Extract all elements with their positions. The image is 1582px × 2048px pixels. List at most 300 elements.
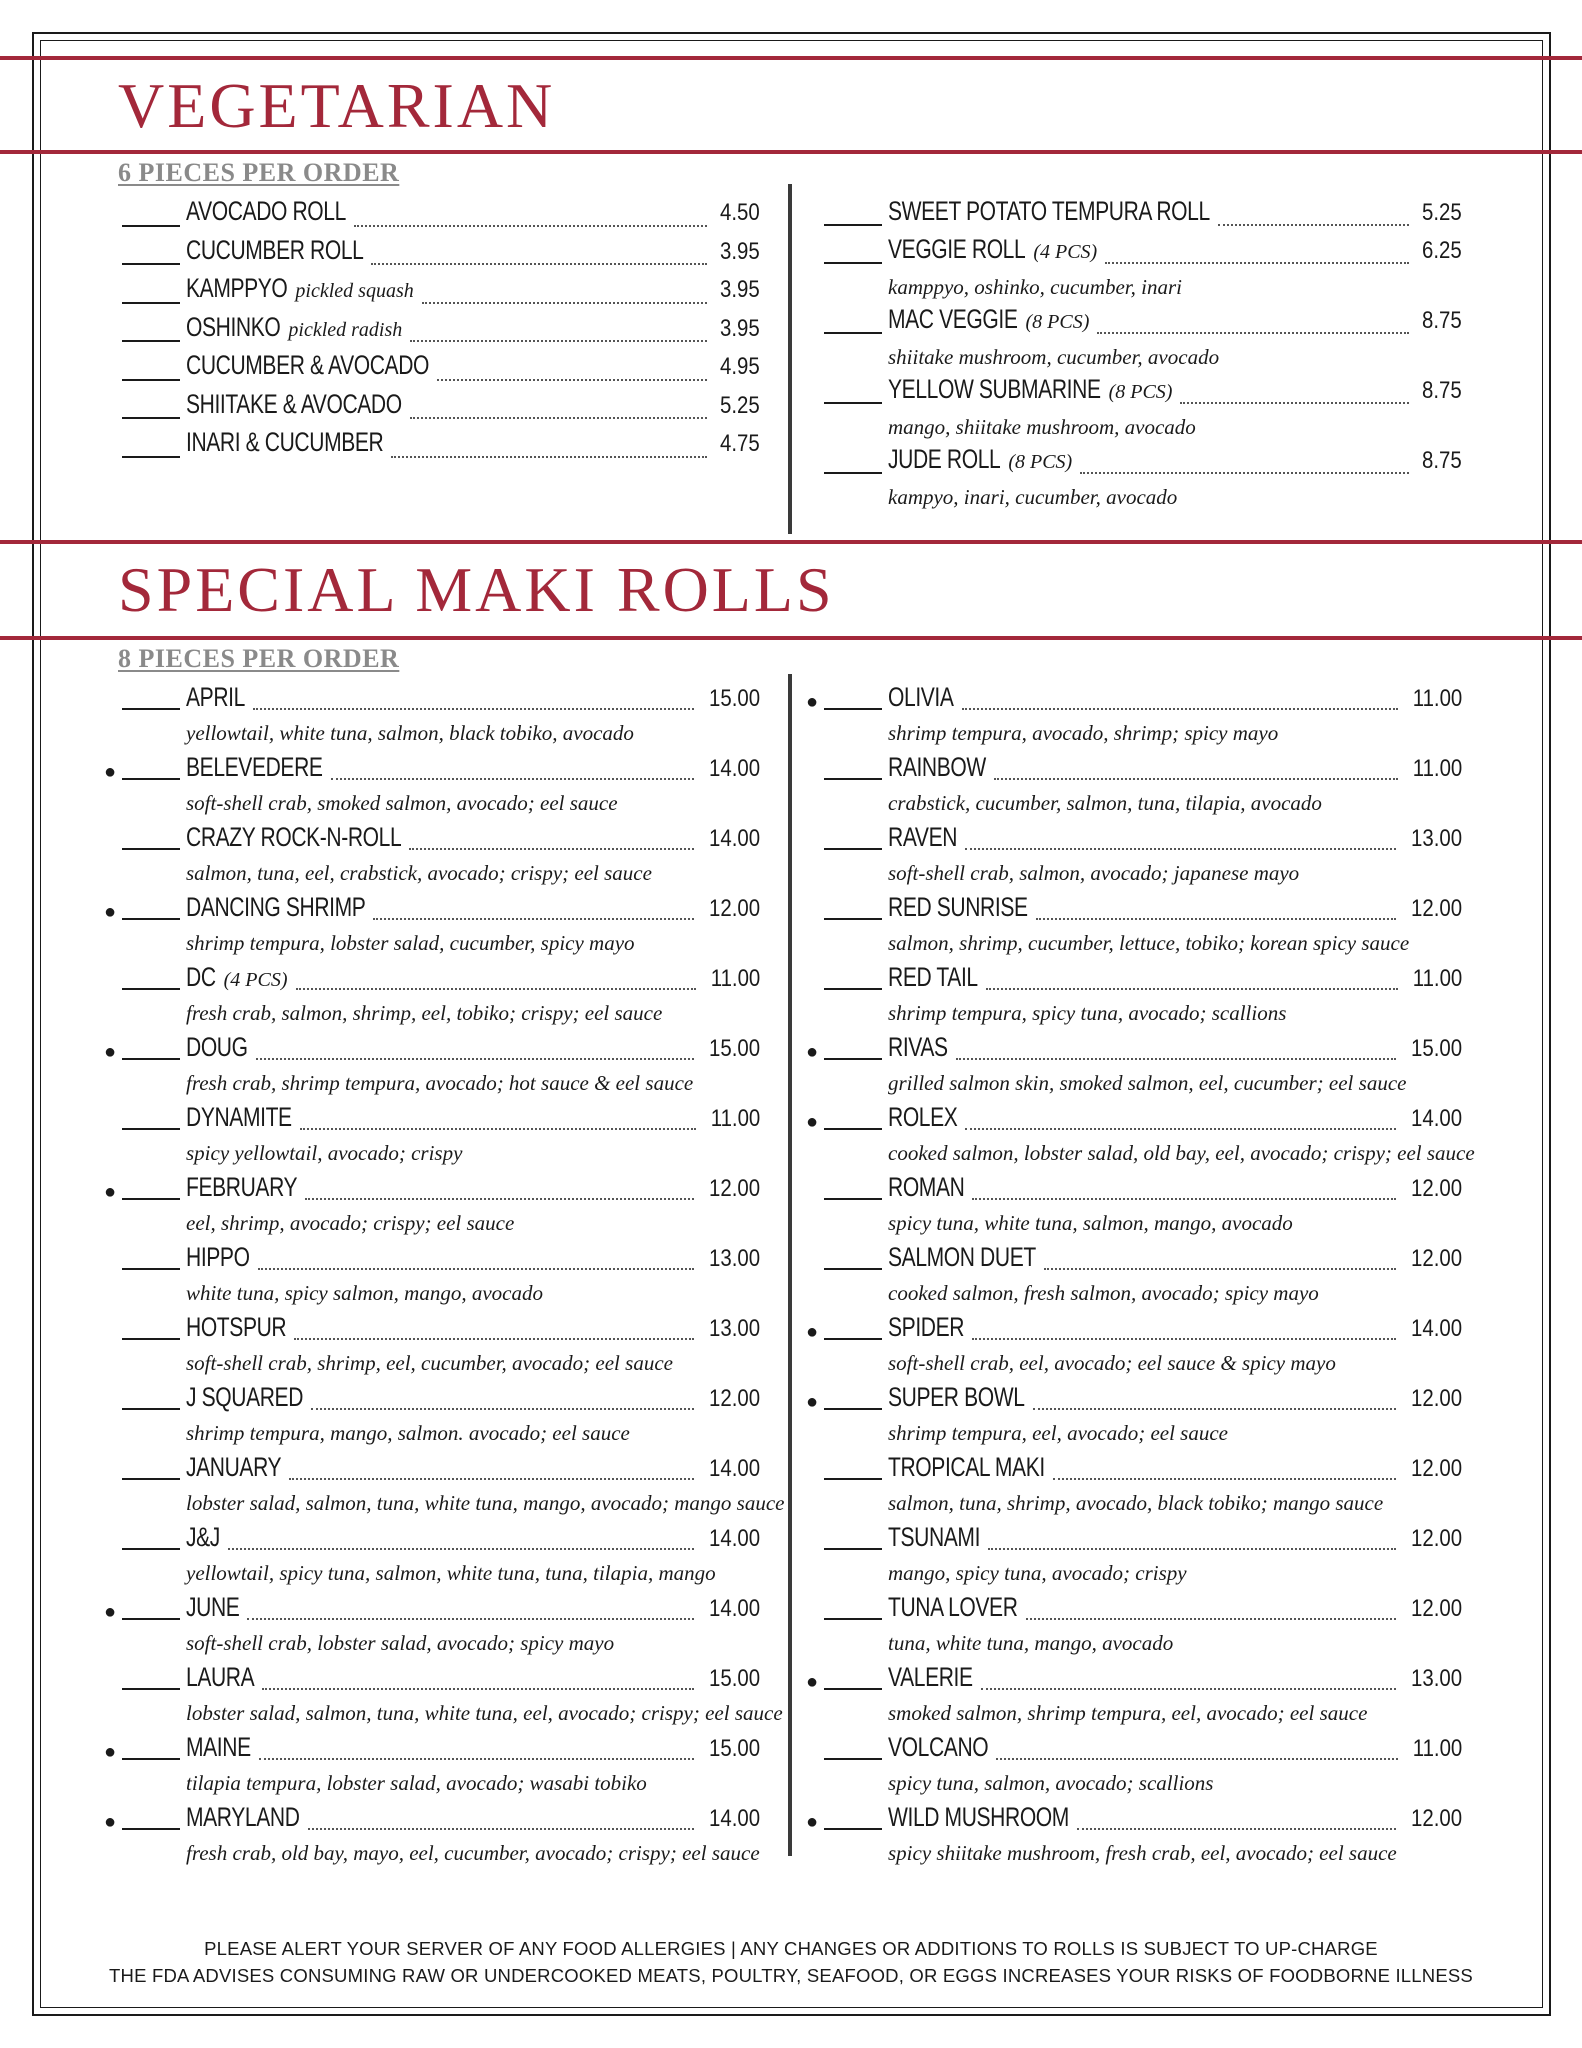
item-name: VEGGIE ROLL bbox=[888, 234, 1026, 264]
item-name: DOUG bbox=[186, 1032, 248, 1062]
item-description: smoked salmon, shrimp tempura, eel, avocado; eel sauce bbox=[888, 1701, 1368, 1725]
dot-leader bbox=[354, 225, 707, 227]
item-price: 8.75 bbox=[1422, 377, 1462, 404]
item-price: 14.00 bbox=[708, 1595, 760, 1622]
menu-item-line bbox=[806, 1032, 1462, 1068]
item-name-wrapper bbox=[888, 1312, 964, 1343]
bullet-icon: ● bbox=[104, 1041, 117, 1063]
special-maki-subtitle: 8 PIECES PER ORDER bbox=[118, 644, 400, 673]
menu-item bbox=[122, 822, 760, 892]
checkbox-blank-line bbox=[122, 1528, 180, 1550]
item-price: 15.00 bbox=[708, 685, 760, 712]
item-name-wrapper bbox=[186, 273, 287, 304]
item-name: WILD MUSHROOM bbox=[888, 1802, 1069, 1832]
menu-item-line bbox=[104, 1592, 760, 1628]
item-name-wrapper bbox=[888, 1522, 980, 1553]
dot-leader bbox=[1036, 918, 1396, 920]
menu-item bbox=[824, 196, 1462, 234]
item-name: RAINBOW bbox=[888, 752, 986, 782]
item-name: MAINE bbox=[186, 1732, 251, 1762]
item-description: tuna, white tuna, mango, avocado bbox=[888, 1631, 1174, 1655]
checkbox-blank-line bbox=[122, 758, 180, 780]
item-description: soft-shell crab, eel, avocado; eel sauce & spicy mayo bbox=[888, 1351, 1336, 1375]
dot-leader bbox=[373, 918, 694, 920]
menu-item-line bbox=[806, 1312, 1462, 1348]
item-description: lobster salad, salmon, tuna, white tuna, mango, avocado; mango sauce bbox=[186, 1491, 785, 1515]
vegetarian-right-column bbox=[824, 196, 1462, 514]
item-price: 12.00 bbox=[1410, 1525, 1462, 1552]
menu-item-line bbox=[104, 1802, 760, 1838]
item-description: crabstick, cucumber, salmon, tuna, tilapia, avocado bbox=[888, 791, 1322, 815]
item-price: 4.95 bbox=[720, 353, 760, 380]
item-name: OSHINKO bbox=[186, 311, 281, 342]
item-name: JANUARY bbox=[186, 1452, 282, 1482]
item-price: 14.00 bbox=[708, 1805, 760, 1832]
item-note: (8 PCS) bbox=[1108, 381, 1173, 403]
item-name: TROPICAL MAKI bbox=[888, 1452, 1045, 1482]
item-name: FEBRUARY bbox=[186, 1172, 298, 1202]
vegetarian-subtitle: 6 PIECES PER ORDER bbox=[118, 158, 400, 187]
item-name-wrapper bbox=[186, 1312, 286, 1343]
menu-item bbox=[122, 312, 760, 351]
menu-item bbox=[122, 273, 760, 312]
checkbox-blank-line bbox=[122, 1108, 180, 1130]
bullet-icon: ● bbox=[104, 1181, 117, 1203]
menu-item bbox=[104, 892, 760, 962]
menu-item bbox=[122, 1382, 760, 1452]
item-price: 5.25 bbox=[1422, 199, 1462, 226]
item-price: 12.00 bbox=[1410, 1595, 1462, 1622]
bullet-icon: ● bbox=[806, 1671, 819, 1693]
item-price: 13.00 bbox=[708, 1315, 760, 1342]
item-price: 8.75 bbox=[1422, 447, 1462, 474]
menu-item bbox=[824, 1522, 1462, 1592]
item-name-wrapper bbox=[186, 1662, 254, 1693]
item-description: cooked salmon, fresh salmon, avocado; spicy mayo bbox=[888, 1281, 1319, 1305]
menu-item-line bbox=[122, 1312, 760, 1348]
bullet-icon: ● bbox=[104, 761, 117, 783]
menu-item bbox=[104, 752, 760, 822]
item-name-wrapper bbox=[888, 1802, 1069, 1833]
item-name: RED SUNRISE bbox=[888, 892, 1028, 922]
item-price: 14.00 bbox=[708, 825, 760, 852]
special-maki-title: SPECIAL MAKI ROLLS bbox=[118, 554, 835, 625]
dot-leader bbox=[311, 1408, 694, 1410]
checkbox-blank-line bbox=[122, 436, 180, 458]
menu-item bbox=[824, 752, 1462, 822]
item-name: APRIL bbox=[186, 682, 245, 712]
checkbox-blank-line bbox=[122, 320, 180, 342]
menu-item bbox=[824, 444, 1462, 514]
dot-leader bbox=[289, 1478, 694, 1480]
item-name-wrapper bbox=[186, 752, 323, 783]
menu-item-line bbox=[122, 1522, 760, 1558]
menu-item bbox=[104, 1802, 760, 1872]
menu-item-line bbox=[806, 1102, 1462, 1138]
bullet-icon: ● bbox=[806, 1811, 819, 1833]
special-right-column bbox=[806, 682, 1475, 1872]
checkbox-blank-line bbox=[122, 1178, 180, 1200]
item-name-wrapper bbox=[186, 235, 363, 266]
item-name-wrapper bbox=[888, 374, 1101, 405]
item-name-wrapper bbox=[186, 427, 383, 458]
checkbox-blank-line bbox=[122, 688, 180, 710]
item-name: RED TAIL bbox=[888, 962, 978, 992]
item-description: shrimp tempura, spicy tuna, avocado; scallions bbox=[888, 1001, 1287, 1025]
item-name: J&J bbox=[186, 1522, 220, 1552]
menu-item bbox=[824, 962, 1462, 1032]
checkbox-blank-line bbox=[122, 828, 180, 850]
menu-item bbox=[806, 1662, 1462, 1732]
item-name-wrapper bbox=[186, 1452, 281, 1483]
item-name-wrapper bbox=[888, 1732, 988, 1763]
item-description: cooked salmon, lobster salad, old bay, eel, avocado; crispy; eel sauce bbox=[888, 1141, 1475, 1165]
item-name-wrapper bbox=[888, 822, 957, 853]
item-price: 14.00 bbox=[708, 1455, 760, 1482]
item-name-wrapper bbox=[186, 1102, 292, 1133]
item-name: YELLOW SUBMARINE bbox=[888, 374, 1101, 404]
checkbox-blank-line bbox=[122, 898, 180, 920]
dot-leader bbox=[981, 1688, 1396, 1690]
red-rule bbox=[0, 636, 1582, 640]
item-name-wrapper bbox=[888, 1452, 1045, 1483]
item-price: 14.00 bbox=[1410, 1315, 1462, 1342]
menu-item-line bbox=[824, 822, 1462, 858]
menu-item bbox=[122, 962, 760, 1032]
menu-item-line bbox=[122, 350, 760, 389]
checkbox-blank-line bbox=[824, 1318, 882, 1340]
menu-item bbox=[122, 1102, 760, 1172]
menu-item bbox=[122, 196, 760, 235]
item-description: white tuna, spicy salmon, mango, avocado bbox=[186, 1281, 543, 1305]
item-name: KAMPPYO bbox=[186, 273, 288, 303]
item-price: 13.00 bbox=[708, 1245, 760, 1272]
menu-item-line bbox=[824, 1592, 1462, 1628]
menu-item-line bbox=[104, 892, 760, 928]
item-name-wrapper bbox=[186, 822, 401, 853]
item-name-wrapper bbox=[186, 389, 402, 420]
red-rule bbox=[0, 540, 1582, 544]
dot-leader bbox=[965, 1128, 1395, 1130]
dot-leader bbox=[258, 1268, 694, 1270]
dot-leader bbox=[1105, 262, 1409, 264]
item-name-wrapper bbox=[888, 444, 1000, 475]
dot-leader bbox=[1080, 472, 1409, 474]
dot-leader bbox=[247, 1618, 694, 1620]
checkbox-blank-line bbox=[122, 282, 180, 304]
item-name: CUCUMBER ROLL bbox=[186, 234, 364, 265]
dot-leader bbox=[410, 417, 708, 419]
checkbox-blank-line bbox=[824, 1458, 882, 1480]
dot-leader bbox=[1077, 1828, 1396, 1830]
checkbox-blank-line bbox=[122, 397, 180, 419]
item-description: salmon, shrimp, cucumber, lettuce, tobiko; korean spicy sauce bbox=[888, 931, 1410, 955]
checkbox-blank-line bbox=[824, 1738, 882, 1760]
menu-item bbox=[104, 1172, 760, 1242]
dot-leader bbox=[956, 1058, 1396, 1060]
item-description: eel, shrimp, avocado; crispy; eel sauce bbox=[186, 1211, 515, 1235]
checkbox-blank-line bbox=[824, 1178, 882, 1200]
item-name: DANCING SHRIMP bbox=[186, 892, 366, 922]
menu-item-line bbox=[824, 962, 1462, 998]
dot-leader bbox=[1033, 1408, 1396, 1410]
checkbox-blank-line bbox=[122, 1668, 180, 1690]
item-name-wrapper bbox=[186, 1382, 303, 1413]
item-description: mango, spicy tuna, avocado; crispy bbox=[888, 1561, 1187, 1585]
menu-item-line bbox=[122, 1102, 760, 1138]
menu-item bbox=[824, 1592, 1462, 1662]
menu-item bbox=[104, 1592, 760, 1662]
item-description: fresh crab, old bay, mayo, eel, cucumber, avocado; crispy; eel sauce bbox=[186, 1841, 760, 1865]
menu-item-line bbox=[122, 1382, 760, 1418]
dot-leader bbox=[1026, 1618, 1396, 1620]
item-name-wrapper bbox=[888, 892, 1028, 923]
menu-item bbox=[806, 1802, 1462, 1872]
item-name-wrapper bbox=[186, 1032, 248, 1063]
checkbox-blank-line bbox=[824, 242, 882, 264]
item-name-wrapper bbox=[186, 312, 280, 343]
item-name-wrapper bbox=[186, 1242, 250, 1273]
item-name: HIPPO bbox=[186, 1242, 250, 1272]
dot-leader bbox=[965, 848, 1396, 850]
item-price: 11.00 bbox=[710, 1105, 760, 1132]
checkbox-blank-line bbox=[122, 243, 180, 265]
item-name: ROLEX bbox=[888, 1102, 958, 1132]
item-name-wrapper bbox=[186, 682, 245, 713]
checkbox-blank-line bbox=[824, 1808, 882, 1830]
item-price: 3.95 bbox=[720, 314, 760, 342]
menu-item bbox=[824, 822, 1462, 892]
item-name: JUNE bbox=[186, 1592, 240, 1622]
item-description: soft-shell crab, lobster salad, avocado; spicy mayo bbox=[186, 1631, 615, 1655]
item-price: 12.00 bbox=[1410, 1805, 1462, 1832]
menu-item bbox=[824, 892, 1462, 962]
item-name: MARYLAND bbox=[186, 1802, 300, 1832]
item-description: spicy tuna, salmon, avocado; scallions bbox=[888, 1771, 1214, 1795]
checkbox-blank-line bbox=[824, 758, 882, 780]
item-price: 11.00 bbox=[1412, 1735, 1462, 1762]
checkbox-blank-line bbox=[824, 452, 882, 474]
item-name-wrapper bbox=[888, 682, 954, 713]
item-name: DC bbox=[186, 962, 216, 992]
menu-item-line bbox=[824, 892, 1462, 928]
item-price: 3.95 bbox=[720, 276, 760, 303]
dot-leader bbox=[1218, 224, 1409, 226]
item-price: 13.00 bbox=[1410, 1665, 1462, 1692]
item-name-wrapper bbox=[888, 1102, 957, 1133]
bullet-icon: ● bbox=[806, 1391, 819, 1413]
item-price: 11.00 bbox=[1412, 965, 1462, 992]
checkbox-blank-line bbox=[824, 1528, 882, 1550]
item-description: yellowtail, spicy tuna, salmon, white tuna, tuna, tilapia, mango bbox=[186, 1561, 716, 1585]
item-description: soft-shell crab, smoked salmon, avocado; eel sauce bbox=[186, 791, 618, 815]
item-name: SHIITAKE & AVOCADO bbox=[186, 388, 402, 419]
item-price: 12.00 bbox=[1410, 1175, 1462, 1202]
item-price: 11.00 bbox=[1412, 755, 1462, 782]
item-name-wrapper bbox=[888, 1592, 1018, 1623]
item-price: 13.00 bbox=[1410, 825, 1462, 852]
checkbox-blank-line bbox=[122, 1808, 180, 1830]
item-description: soft-shell crab, salmon, avocado; japanese mayo bbox=[888, 861, 1300, 885]
dot-leader bbox=[228, 1548, 694, 1550]
checkbox-blank-line bbox=[824, 1668, 882, 1690]
item-price: 12.00 bbox=[708, 1385, 760, 1412]
item-name-wrapper bbox=[888, 1242, 1036, 1273]
item-description: spicy shiitake mushroom, fresh crab, eel, avocado; eel sauce bbox=[888, 1841, 1397, 1865]
menu-item bbox=[122, 389, 760, 428]
item-name: RIVAS bbox=[888, 1032, 948, 1062]
item-name-wrapper bbox=[888, 1172, 964, 1203]
checkbox-blank-line bbox=[122, 968, 180, 990]
item-description: kamppyo, oshinko, cucumber, inari bbox=[888, 275, 1182, 299]
item-name: SALMON DUET bbox=[888, 1242, 1036, 1272]
dot-leader bbox=[994, 778, 1398, 780]
dot-leader bbox=[294, 1338, 694, 1340]
checkbox-blank-line bbox=[122, 205, 180, 227]
menu-item-line bbox=[824, 444, 1462, 482]
checkbox-blank-line bbox=[122, 1598, 180, 1620]
menu-item bbox=[806, 1102, 1475, 1172]
item-name: TUNA LOVER bbox=[888, 1592, 1018, 1622]
item-description: salmon, tuna, shrimp, avocado, black tobiko; mango sauce bbox=[888, 1491, 1384, 1515]
item-name-wrapper bbox=[186, 1592, 239, 1623]
checkbox-blank-line bbox=[824, 968, 882, 990]
menu-item-line bbox=[122, 312, 760, 351]
item-note: (4 PCS) bbox=[1033, 241, 1098, 263]
checkbox-blank-line bbox=[122, 1388, 180, 1410]
checkbox-blank-line bbox=[824, 382, 882, 404]
item-name: ROMAN bbox=[888, 1172, 965, 1202]
item-name: HOTSPUR bbox=[186, 1312, 287, 1342]
checkbox-blank-line bbox=[122, 1318, 180, 1340]
item-name-wrapper bbox=[888, 752, 986, 783]
item-name: OLIVIA bbox=[888, 682, 954, 712]
menu-item-line bbox=[806, 1802, 1462, 1838]
checkbox-blank-line bbox=[824, 1038, 882, 1060]
dot-leader bbox=[1053, 1478, 1396, 1480]
item-name-wrapper bbox=[186, 962, 216, 993]
dot-leader bbox=[300, 1128, 696, 1130]
dot-leader bbox=[962, 708, 1398, 710]
item-name-wrapper bbox=[888, 234, 1025, 265]
red-rule bbox=[0, 150, 1582, 154]
menu-item-line bbox=[122, 427, 760, 466]
menu-item bbox=[806, 1382, 1462, 1452]
item-description: mango, shiitake mushroom, avocado bbox=[888, 415, 1196, 439]
dot-leader bbox=[296, 988, 696, 990]
item-description: spicy yellowtail, avocado; crispy bbox=[186, 1141, 463, 1165]
menu-item bbox=[806, 1032, 1462, 1102]
item-price: 14.00 bbox=[1410, 1105, 1462, 1132]
checkbox-blank-line bbox=[122, 1738, 180, 1760]
menu-item-line bbox=[122, 1242, 760, 1278]
dot-leader bbox=[331, 778, 694, 780]
menu-item-line bbox=[104, 1732, 760, 1768]
item-name: BELEVEDERE bbox=[186, 752, 323, 782]
dot-leader bbox=[256, 1058, 694, 1060]
menu-item-line bbox=[824, 1172, 1462, 1208]
checkbox-blank-line bbox=[122, 1038, 180, 1060]
item-name-wrapper bbox=[888, 1662, 973, 1693]
item-price: 5.25 bbox=[720, 391, 760, 419]
dot-leader bbox=[305, 1198, 694, 1200]
bullet-icon: ● bbox=[104, 1741, 117, 1763]
item-name: CRAZY ROCK-N-ROLL bbox=[186, 822, 402, 852]
item-name: AVOCADO ROLL bbox=[186, 196, 346, 226]
item-description: spicy tuna, white tuna, salmon, mango, avocado bbox=[888, 1211, 1293, 1235]
item-name: MAC VEGGIE bbox=[888, 304, 1018, 334]
dot-leader bbox=[253, 708, 694, 710]
item-description: yellowtail, white tuna, salmon, black tobiko, avocado bbox=[186, 721, 634, 745]
item-price: 14.00 bbox=[708, 755, 760, 782]
menu-item bbox=[806, 682, 1462, 752]
allergy-notice: PLEASE ALERT YOUR SERVER OF ANY FOOD ALLERGIES | ANY CHANGES OR ADDITIONS TO ROLLS IS SUBJECT TO UP-CHARGE bbox=[204, 1938, 1378, 1959]
menu-item-line bbox=[824, 304, 1462, 342]
item-price: 12.00 bbox=[1410, 1455, 1462, 1482]
vegetarian-title: VEGETARIAN bbox=[118, 70, 556, 141]
item-name: TSUNAMI bbox=[888, 1522, 981, 1552]
item-price: 11.00 bbox=[710, 965, 760, 992]
menu-item-line bbox=[122, 962, 760, 998]
item-description: shiitake mushroom, cucumber, avocado bbox=[888, 345, 1220, 369]
dot-leader bbox=[409, 848, 694, 850]
dot-leader bbox=[437, 379, 707, 381]
item-note: pickled squash bbox=[295, 280, 414, 302]
menu-item bbox=[122, 1662, 783, 1732]
item-name: RAVEN bbox=[888, 822, 958, 852]
menu-item bbox=[122, 1312, 760, 1382]
menu-item bbox=[824, 1732, 1462, 1802]
menu-item-line bbox=[806, 1662, 1462, 1698]
item-description: fresh crab, shrimp tempura, avocado; hot sauce & eel sauce bbox=[186, 1071, 694, 1095]
item-price: 12.00 bbox=[708, 895, 760, 922]
bullet-icon: ● bbox=[806, 691, 819, 713]
menu-item-line bbox=[122, 196, 760, 235]
checkbox-blank-line bbox=[824, 1388, 882, 1410]
menu-item-line bbox=[806, 682, 1462, 718]
menu-item-line bbox=[824, 196, 1462, 234]
menu-item-line bbox=[122, 682, 760, 718]
item-name: LAURA bbox=[186, 1662, 255, 1692]
menu-item bbox=[824, 234, 1462, 304]
menu-item bbox=[824, 374, 1462, 444]
menu-item-line bbox=[824, 1732, 1462, 1768]
item-description: shrimp tempura, eel, avocado; eel sauce bbox=[888, 1421, 1228, 1445]
menu-item-line bbox=[122, 273, 760, 312]
dot-leader bbox=[371, 263, 707, 265]
item-name-wrapper bbox=[186, 350, 429, 381]
menu-item bbox=[122, 350, 760, 389]
item-description: shrimp tempura, mango, salmon. avocado; eel sauce bbox=[186, 1421, 630, 1445]
checkbox-blank-line bbox=[824, 1598, 882, 1620]
menu-item-line bbox=[806, 1382, 1462, 1418]
menu-item bbox=[824, 1452, 1462, 1522]
column-divider bbox=[788, 184, 792, 534]
special-left-column bbox=[104, 682, 785, 1872]
menu-item-line bbox=[824, 1522, 1462, 1558]
dot-leader bbox=[986, 988, 1398, 990]
bullet-icon: ● bbox=[104, 1601, 117, 1623]
item-description: soft-shell crab, shrimp, eel, cucumber, avocado; eel sauce bbox=[186, 1351, 673, 1375]
menu-item bbox=[104, 1032, 760, 1102]
item-price: 11.00 bbox=[1412, 685, 1462, 712]
vegetarian-left-column bbox=[122, 196, 760, 466]
menu-item bbox=[122, 1522, 760, 1592]
menu-item-line bbox=[104, 1172, 760, 1208]
item-name-wrapper bbox=[186, 196, 346, 227]
item-price: 4.75 bbox=[720, 430, 760, 457]
menu-item bbox=[104, 1732, 760, 1802]
